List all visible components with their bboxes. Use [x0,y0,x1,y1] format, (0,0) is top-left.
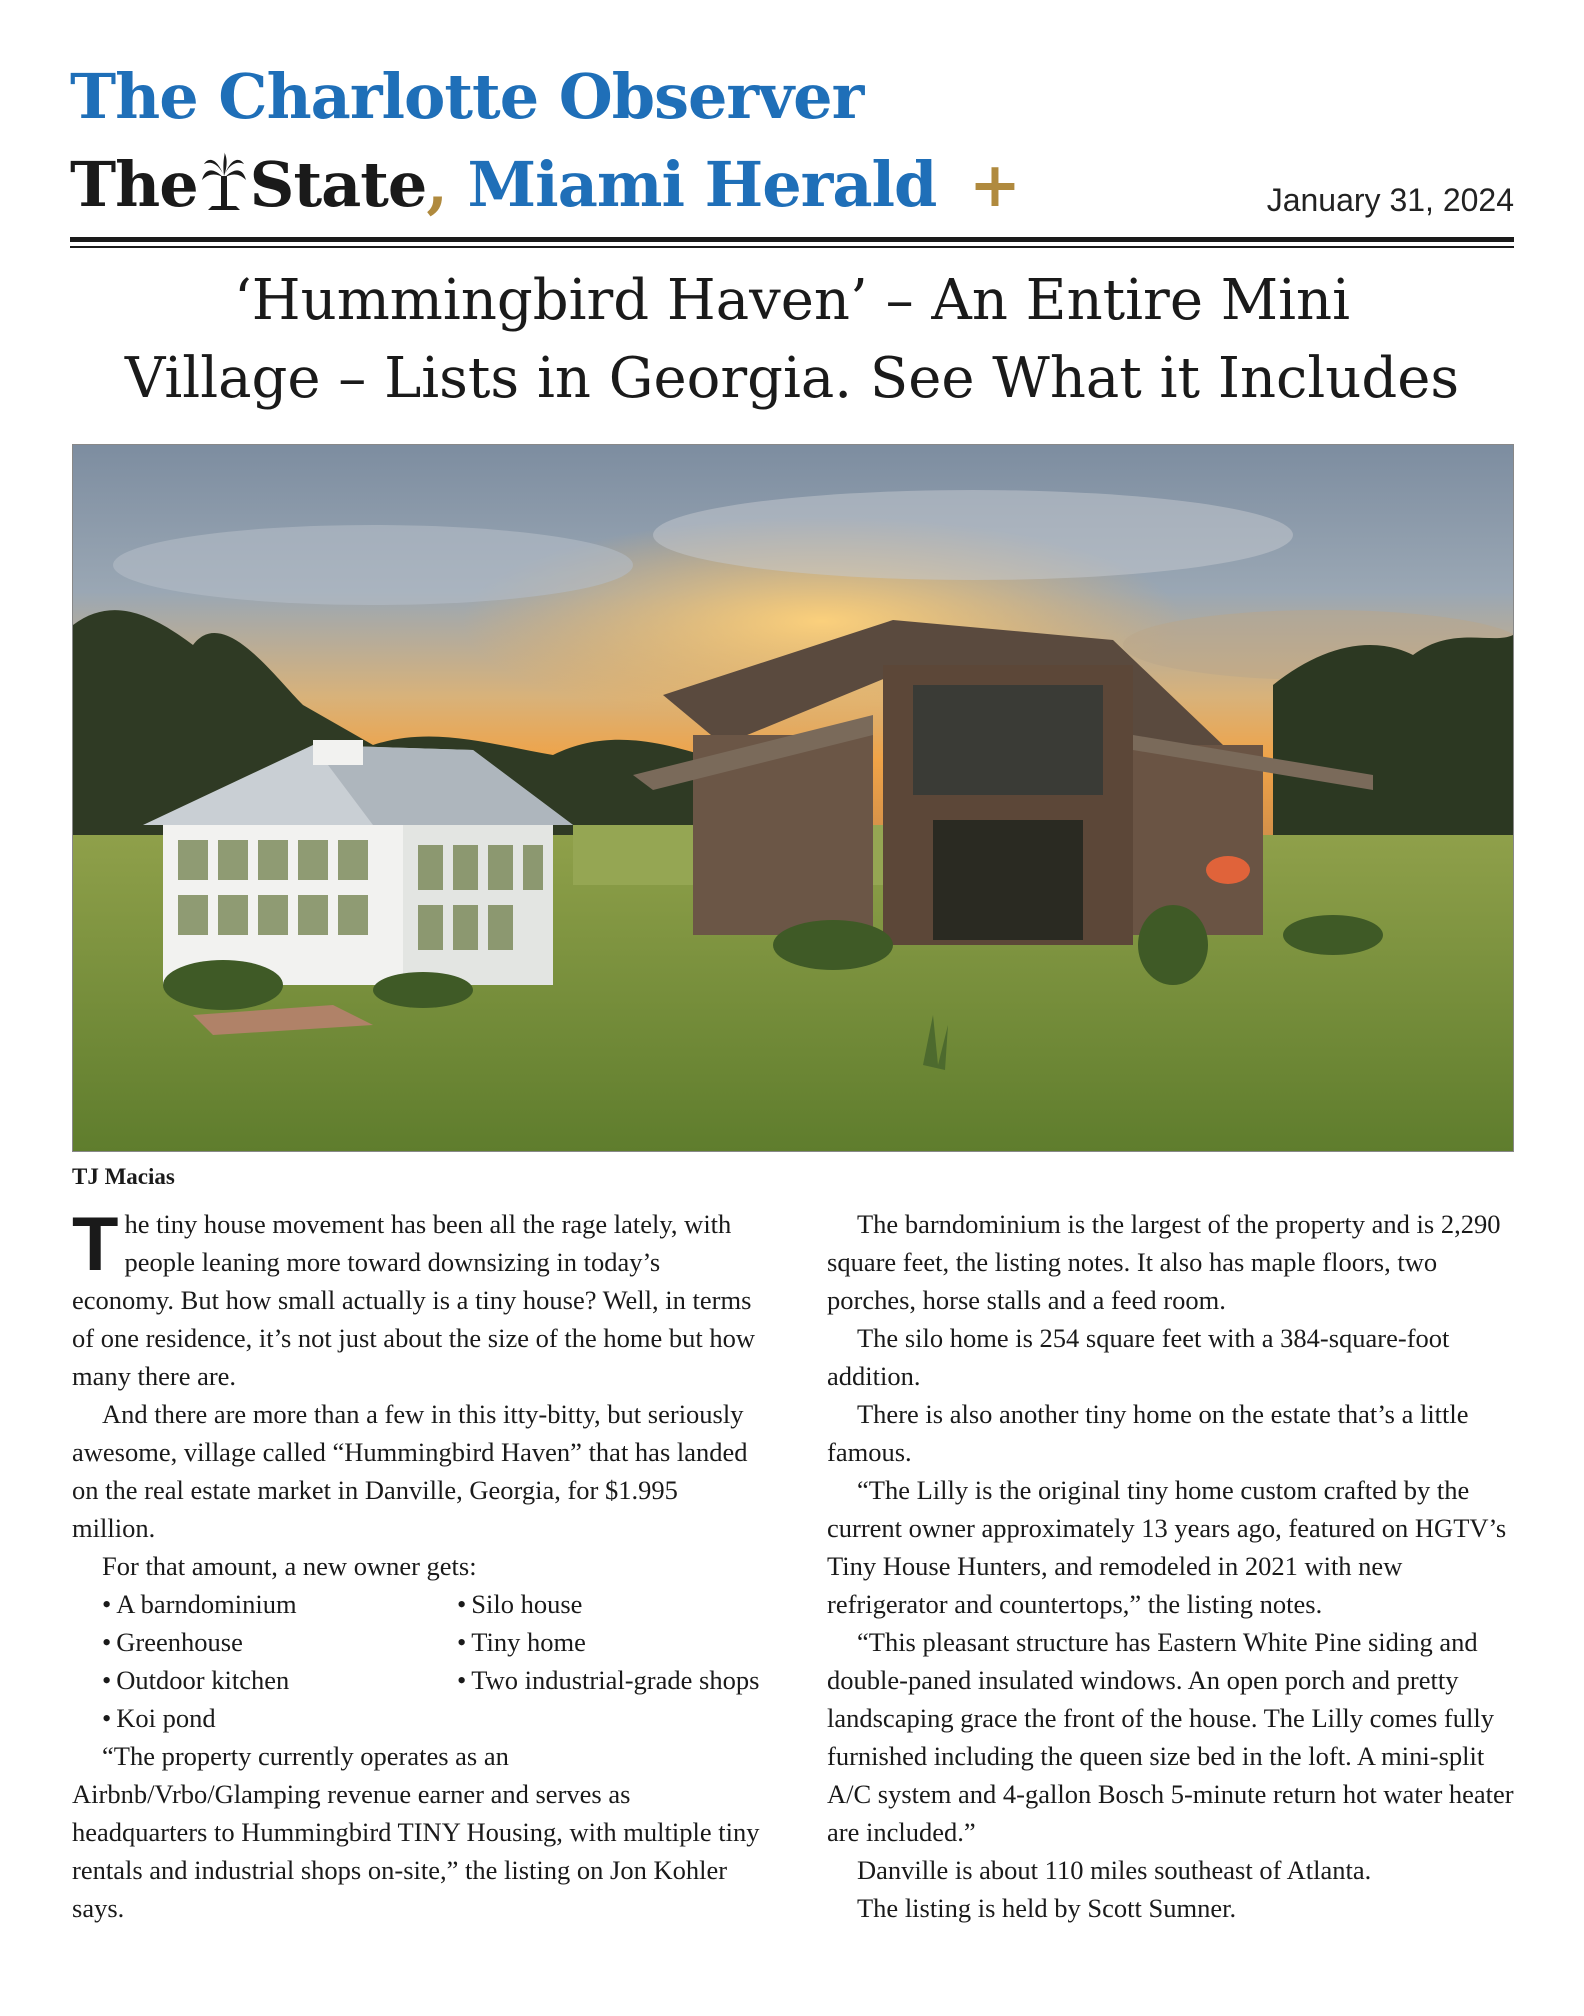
publish-date: January 31, 2024 [1266,182,1514,218]
article-paragraph-6: The silo home is 254 square feet with a 384-square-foot addition. [827,1323,1450,1391]
article-paragraph-11: The listing is held by Scott Sumner. [857,1893,1237,1923]
photo-credit: TJ Macias [72,1164,175,1189]
the-state-word-state: State [249,148,427,221]
list-item: • Tiny home [457,1623,792,1661]
amenities-list [72,1585,762,1737]
article-paragraph-5: The barndominium is the largest of the property and is 2,290 square feet, the listing notes. It also has maple floors, two porches, horse stalls and a feed room. [827,1209,1501,1315]
list-item: • Outdoor kitchen [102,1661,457,1699]
the-state-logo[interactable] [70,148,426,221]
charlotte-observer-logo[interactable]: The Charlotte Observer [70,60,864,133]
article-column-right [827,1205,1517,1927]
list-item: • A barndominium [102,1585,457,1623]
article-paragraph-3: For that amount, a new owner gets: [102,1551,477,1581]
article-paragraph-1 [72,1202,762,1395]
logo-separator: , [426,148,447,221]
article-paragraph-4: “The property currently operates as an Airbnb/Vrbo/Glamping revenue earner and serves as headquarters to Hummingbird TINY Housing, with multiple tiny rentals and industrial shops on-site,” the listing on Jon Kohler says. [72,1741,760,1923]
the-state-word-the: The [70,148,198,221]
headline-line-1: ‘Hummingbird Haven’ – An Entire Mini [234,268,1350,333]
article-paragraph-2: And there are more than a few in this itty-bitty, but seriously awesome, village called “Hummingbird Haven” that has landed on the real estate market in Danville, Georgia, for $1.995 million. [72,1399,748,1543]
list-item: • Two industrial-grade shops [457,1661,792,1699]
plus-icon: + [969,148,1020,221]
headline-line-2: Village – Lists in Georgia. See What it Includes [124,346,1460,411]
list-item: • Greenhouse [102,1623,457,1661]
miami-herald-logo[interactable]: Miami Herald [467,148,937,221]
list-item: • Silo house [457,1585,792,1623]
article-headline [70,262,1514,418]
article-paragraph-8: “The Lilly is the original tiny home custom crafted by the current owner approximately 13 years ago, featured on HGTV’s Tiny House Hunters, and remodeled in 2021 with new refrigerator and countertops,” the listing notes. [827,1475,1507,1619]
list-item: • Koi pond [102,1699,457,1737]
masthead [70,60,1514,250]
publication-logos-row [70,148,1020,221]
masthead-rule-thick [70,237,1514,242]
masthead-rule-thin [70,246,1514,248]
article-column-left [72,1202,762,1927]
palmetto-tree-icon [200,152,248,212]
article-paragraph-7: There is also another tiny home on the estate that’s a little famous. [827,1399,1469,1467]
village-photo-illustration [73,445,1513,1151]
paragraph-1-text: he tiny house movement has been all the rage lately, with people leaning more toward downsizing in today’s economy. But how small actually is a tiny house? Well, in terms of one residence, it’s not just about the size of the home but how many there are. [72,1209,755,1391]
dropcap: T [72,1202,119,1287]
article-paragraph-10: Danville is about 110 miles southeast of Atlanta. [857,1855,1372,1885]
article-paragraph-9: “This pleasant structure has Eastern White Pine siding and double-paned insulated windows. An open porch and pretty landscaping grace the front of the house. The Lilly comes fully furnished including the queen size bed in the loft. A mini-split A/C system and 4-gallon Bosch 5-minute return hot water heater are included.” [827,1627,1514,1847]
article-photo [72,444,1514,1152]
